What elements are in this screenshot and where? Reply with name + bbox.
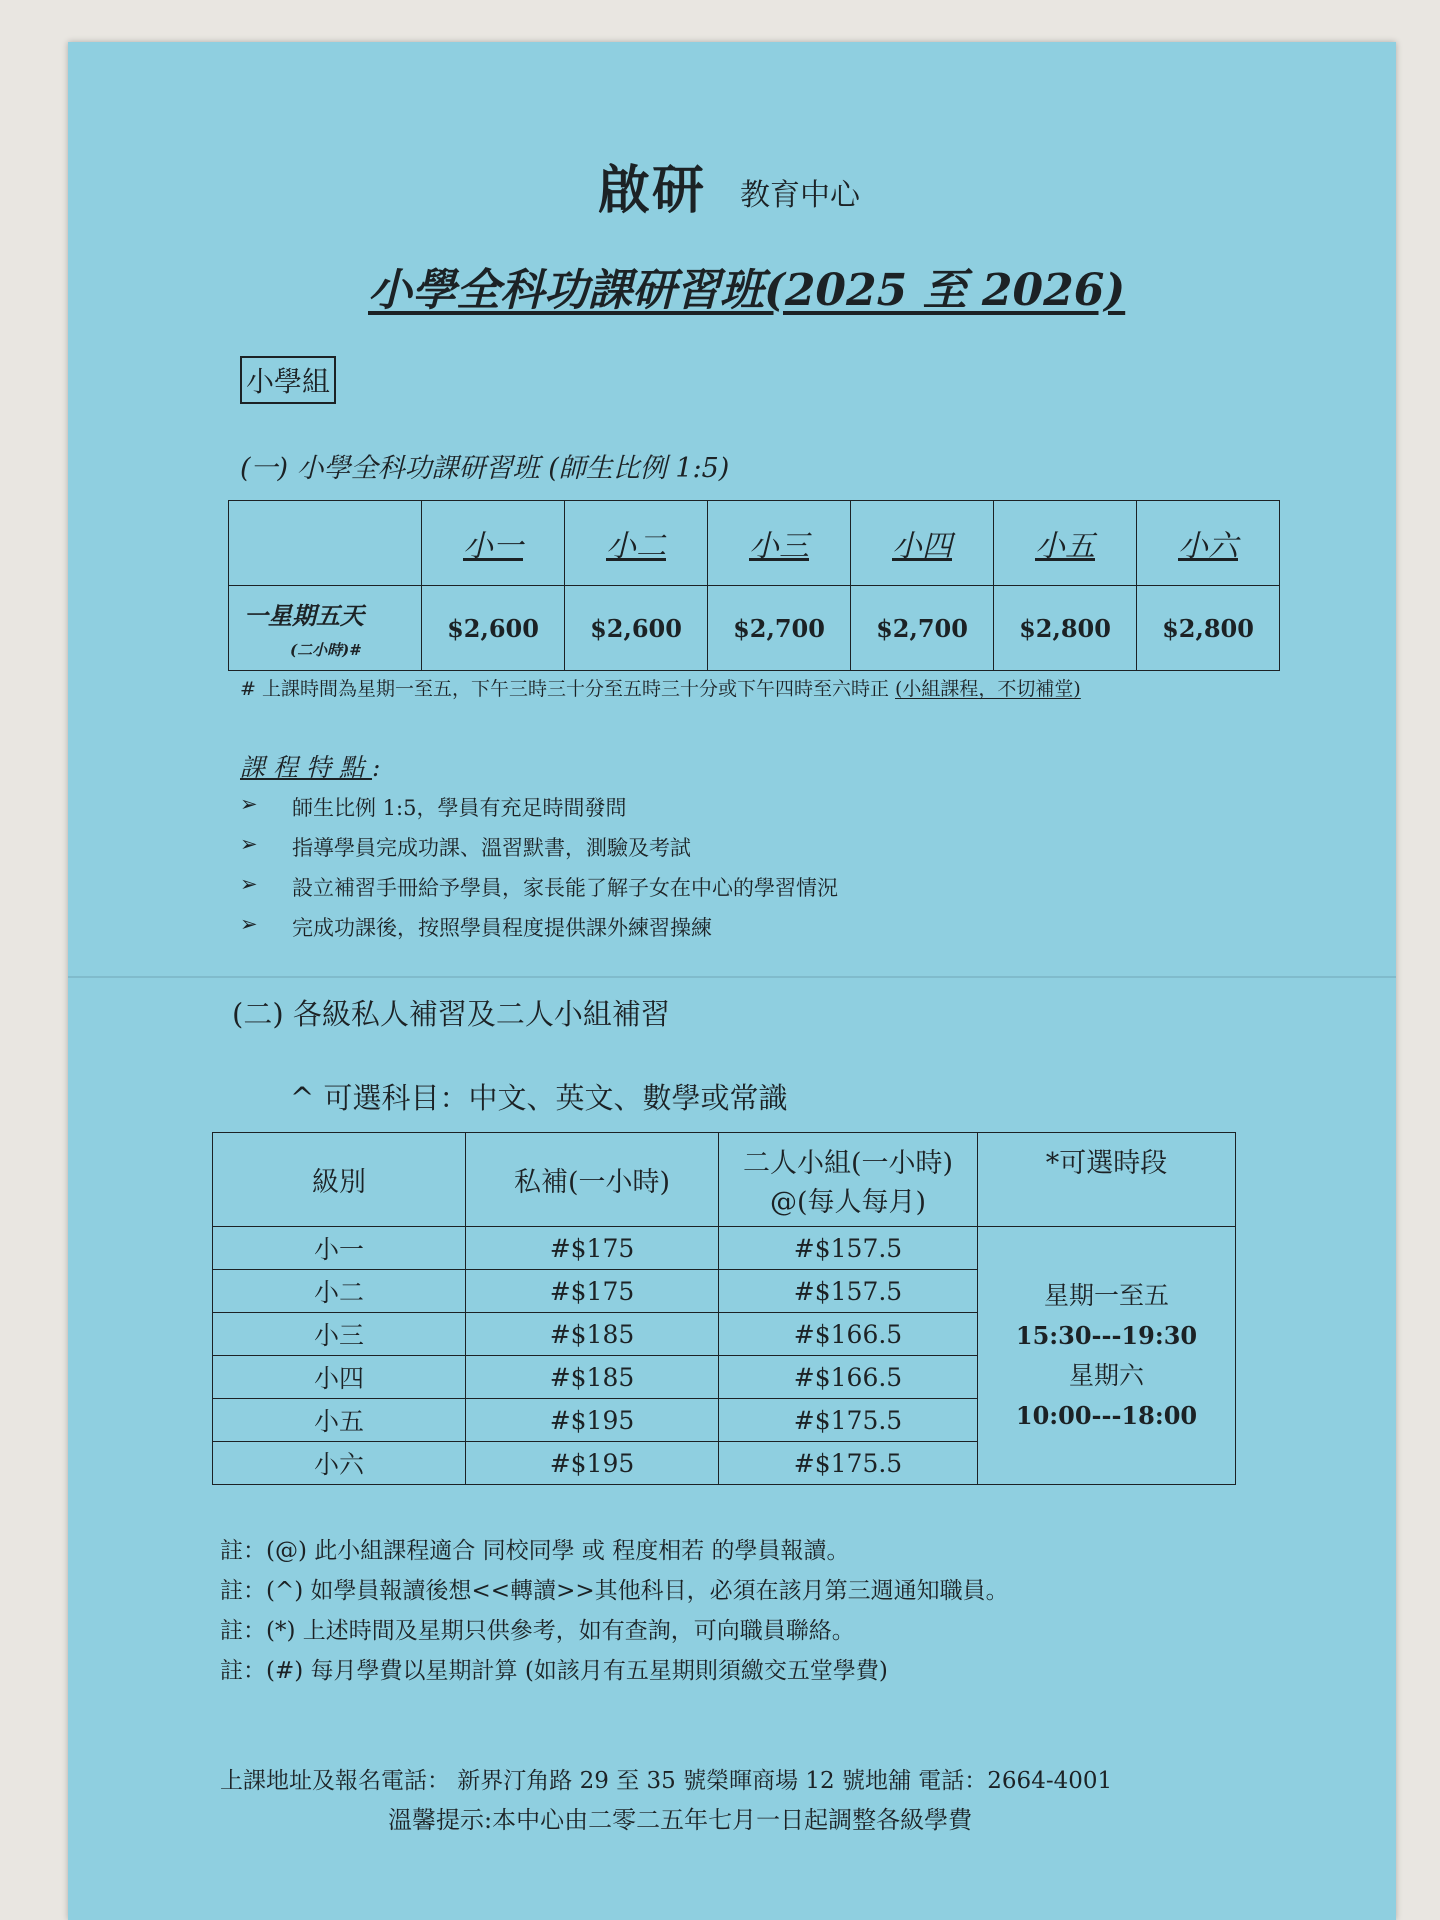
empty-header-cell (229, 501, 422, 586)
saturday-label: 星期六 (1068, 1360, 1144, 1390)
level-cell: 小三 (213, 1313, 466, 1356)
private-tutoring-price-table (212, 1132, 1236, 1485)
note-weekly-fee: 註：(#) 每月學費以星期計算 (如該月有五星期則須繳交五堂學費) (220, 1658, 888, 1684)
saturday-time: 10:00---18:00 (1015, 1400, 1198, 1430)
group-price-cell: #$175.5 (719, 1399, 978, 1442)
weekday-label: 星期一至五 (1043, 1280, 1169, 1310)
section2-heading: (二) 各級私人補習及二人小組補習 (232, 997, 670, 1031)
private-price-cell: #$195 (466, 1399, 719, 1442)
grade-header: 小三 (708, 501, 851, 586)
table-header-row (229, 501, 1280, 586)
address-and-phone: 上課地址及報名電話： 新界汀角路 29 至 35 號榮暉商場 12 號地舖 電話：2664-4001 (220, 1768, 1113, 1794)
group-header (719, 1133, 978, 1227)
arrow-bullet-icon: ➢ (240, 792, 258, 816)
grade-header: 小五 (994, 501, 1137, 586)
grade-header: 小一 (422, 501, 565, 586)
schedule-cell (978, 1227, 1236, 1485)
note-schedule-reference: 註：(*) 上述時間及星期只供參考，如有查詢，可向職員聯絡。 (220, 1618, 855, 1644)
table-row (213, 1227, 1236, 1270)
list-item (240, 792, 1140, 822)
price-cell: $2,700 (851, 586, 994, 671)
level-cell: 小一 (213, 1227, 466, 1270)
flyer-paper (68, 42, 1396, 1920)
table-header-row (213, 1133, 1236, 1227)
group-price-cell: #$157.5 (719, 1270, 978, 1313)
features-heading-colon: : (372, 753, 381, 782)
row-label-main: 一星期五天 (244, 601, 364, 630)
group-header-line1: 二人小組(一小時) (742, 1147, 954, 1179)
homework-class-price-table (228, 500, 1280, 671)
fee-adjustment-reminder: 溫馨提示:本中心由二零二五年七月一日起調整各級學費 (388, 1806, 973, 1834)
arrow-bullet-icon: ➢ (240, 912, 258, 936)
arrow-bullet-icon: ➢ (240, 872, 258, 896)
private-price-cell: #$195 (466, 1442, 719, 1485)
feature-text: 設立補習手冊給予學員，家長能了解子女在中心的學習情況 (292, 876, 838, 900)
list-item (240, 832, 1140, 862)
group-price-cell: #$166.5 (719, 1313, 978, 1356)
grade-header: 小六 (1137, 501, 1280, 586)
list-item (240, 872, 1140, 902)
schedule-note-underlined: (小組課程，不切補堂) (895, 678, 1081, 700)
brand-name: 啟研 (598, 160, 707, 221)
private-price-cell: #$175 (466, 1227, 719, 1270)
schedule-note-text: # 上課時間為星期一至五，下午三時三十分至五時三十分或下午四時至六時正 (240, 678, 889, 700)
subjects-line: ^ 可選科目：中文、英文、數學或常識 (290, 1081, 788, 1115)
feature-text: 師生比例 1:5，學員有充足時間發問 (292, 796, 627, 820)
private-price-cell: #$185 (466, 1356, 719, 1399)
level-cell: 小五 (213, 1399, 466, 1442)
group-label: 小學組 (240, 356, 336, 404)
price-cell: $2,600 (565, 586, 708, 671)
group-price-cell: #$166.5 (719, 1356, 978, 1399)
level-header: 級別 (213, 1133, 466, 1227)
private-price-cell: #$175 (466, 1270, 719, 1313)
price-cell: $2,700 (708, 586, 851, 671)
arrow-bullet-icon: ➢ (240, 832, 258, 856)
note-group-course: 註：(@) 此小組課程適合 同校同學 或 程度相若 的學員報讀。 (220, 1538, 850, 1564)
grade-header: 小四 (851, 501, 994, 586)
features-heading-text: 課程特點 (240, 753, 373, 782)
price-cell: $2,800 (994, 586, 1137, 671)
row-label (229, 586, 422, 671)
weekday-time: 15:30---19:30 (1015, 1320, 1198, 1350)
level-cell: 小六 (213, 1442, 466, 1485)
note-transfer: 註：(^) 如學員報讀後想<<轉讀>>其他科目，必須在該月第三週通知職員。 (220, 1578, 1009, 1604)
features-heading (240, 748, 380, 784)
level-cell: 小四 (213, 1356, 466, 1399)
group-price-cell: #$175.5 (719, 1442, 978, 1485)
level-cell: 小二 (213, 1270, 466, 1313)
private-header: 私補(一小時) (466, 1133, 719, 1227)
list-item (240, 912, 1140, 942)
group-header-line2: @(每人每月) (769, 1186, 927, 1218)
group-price-cell: #$157.5 (719, 1227, 978, 1270)
brand-suffix: 教育中心 (740, 178, 860, 213)
price-cell: $2,600 (422, 586, 565, 671)
schedule-note (240, 674, 1081, 701)
table-row (229, 586, 1280, 671)
private-price-cell: #$185 (466, 1313, 719, 1356)
page-title: 小學全科功課研習班(2025 至 2026) (368, 265, 1126, 316)
grade-header: 小二 (565, 501, 708, 586)
paper-fold-line (68, 976, 1396, 978)
price-cell: $2,800 (1137, 586, 1280, 671)
row-label-sub: (二小時)# (290, 641, 362, 659)
section1-heading: (一) 小學全科功課研習班 (師生比例 1:5) (240, 453, 730, 484)
feature-text: 指導學員完成功課、溫習默書，測驗及考試 (292, 836, 691, 860)
time-header: *可選時段 (978, 1133, 1236, 1227)
feature-text: 完成功課後，按照學員程度提供課外練習操練 (292, 916, 712, 940)
